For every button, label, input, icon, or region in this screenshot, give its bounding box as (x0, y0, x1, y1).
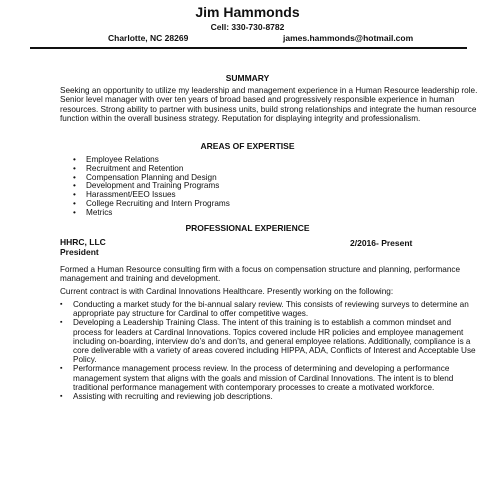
summary-heading: SUMMARY (225, 73, 270, 83)
job-title: President (60, 246, 99, 257)
expertise-heading: AREAS OF EXPERTISE (200, 141, 295, 151)
list-item: ▪ Conducting a market study for the bi-annual salary review. This consists of reviewing surveys to determine an appropriate pay structure for Cardinal to offer competitive wages. (60, 300, 480, 318)
candidate-name: Jim Hammonds (195, 4, 300, 20)
list-item: • Employee Relations (73, 156, 230, 165)
email-address: james.hammonds@hotmail.com (283, 33, 414, 43)
cell-phone: Cell: 330-730-8782 (210, 22, 285, 32)
list-item: ▪ Developing a Leadership Training Class. The intent of this training is to establish a common mindset and process for leaders at Cardinal Innovations. Topics covered include HR policies and employee management including on-boarding, interview do’s and don’ts, and general employee relations. Additionally, compliance is a core deliverable with a variety of areas covered including HIPPA, ADA, Conflicts of Interest and Acceptable Use Policy. (60, 318, 480, 364)
contract-paragraph: Current contract is with Cardinal Innovations Healthcare. Presently working on the following: (60, 287, 394, 296)
list-item: • Development and Training Programs (73, 182, 230, 191)
list-item: ▪ Performance management process review. In the process of determining and developing a performance management system that aligns with the goals and mission of Cardinal Innovations. The intent is to blend traditional performance management with contemporary processes to create a motivated workforce. (60, 364, 480, 392)
list-item: • College Recruiting and Intern Programs (73, 200, 230, 209)
location: Charlotte, NC 28269 (108, 33, 189, 43)
employer-block (60, 238, 106, 257)
company-description (60, 265, 480, 284)
description-paragraph: Formed a Human Resource consulting firm with a focus on compensation structure and planning, performance management and training and development. (60, 265, 461, 284)
responsibilities-list (60, 300, 480, 401)
current-contract (60, 287, 480, 296)
expertise-list (73, 156, 230, 218)
header-divider (30, 47, 467, 49)
job-dates: 2/2016- Present (350, 238, 413, 248)
list-item: • Compensation Planning and Design (73, 174, 230, 183)
company-name: HHRC, LLC (60, 237, 106, 247)
list-item: ▪ Assisting with recruiting and reviewing job descriptions. (60, 392, 480, 401)
list-item: • Harassment/EEO Issues (73, 191, 230, 200)
list-item: • Metrics (73, 209, 230, 218)
experience-heading: PROFESSIONAL EXPERIENCE (185, 223, 310, 233)
summary-text (60, 86, 480, 124)
summary-paragraph: Seeking an opportunity to utilize my leadership and management experience in a Human Resource leadership role. Senior level manager with over ten years of broad based and progressively responsible experience in human resources. Strong ability to partner with business units, build strong relationships and integrate the human resource function within the overall business strategy. Reputation for displaying integrity and professionalism. (60, 86, 478, 124)
list-item: • Recruitment and Retention (73, 165, 230, 174)
